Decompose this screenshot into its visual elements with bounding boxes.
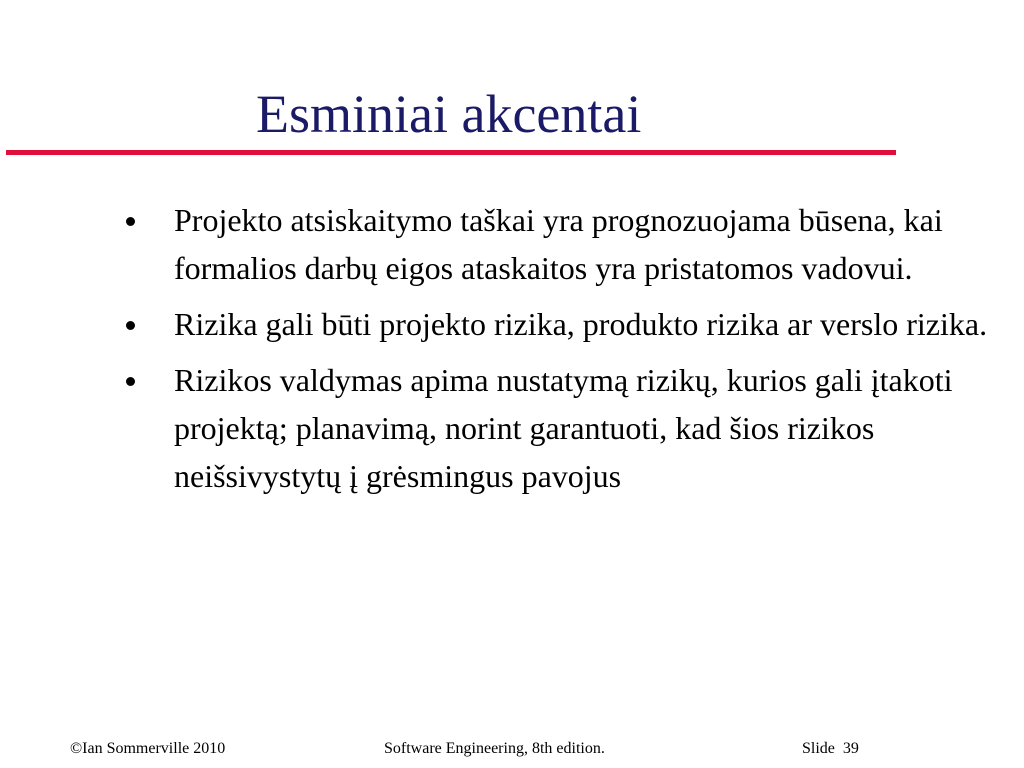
- bullet-text: Rizikos valdymas apima nustatymą rizikų, kurios gali įtakoti projektą; planavimą, norint garantuoti, kad šios rizikos neišsivystytų į grėsmingus pavojus: [174, 362, 953, 494]
- bullet-text: Rizika gali būti projekto rizika, produkto rizika ar verslo rizika.: [174, 306, 988, 342]
- bullet-text: Projekto atsiskaitymo taškai yra prognozuojama būsena, kai formalios darbų eigos ataskaitos yra pristatomos vadovui.: [174, 202, 943, 286]
- bullet-list: [120, 196, 990, 508]
- bullet-item: [120, 356, 990, 500]
- title-underline-rule: [6, 150, 896, 155]
- bullet-dot-icon: [126, 377, 135, 386]
- bullet-dot-icon: [126, 217, 135, 226]
- slide-title: Esminiai akcentai: [256, 84, 642, 144]
- footer-copyright: ©Ian Sommerville 2010: [70, 740, 226, 757]
- footer-slide-number: [802, 739, 859, 759]
- footer-book-title: Software Engineering, 8th edition.: [384, 740, 605, 757]
- bullet-item: [120, 300, 990, 348]
- slide-label: Slide: [802, 740, 835, 757]
- slide-number: 39: [842, 740, 859, 757]
- bullet-item: [120, 196, 990, 292]
- bullet-dot-icon: [126, 321, 135, 330]
